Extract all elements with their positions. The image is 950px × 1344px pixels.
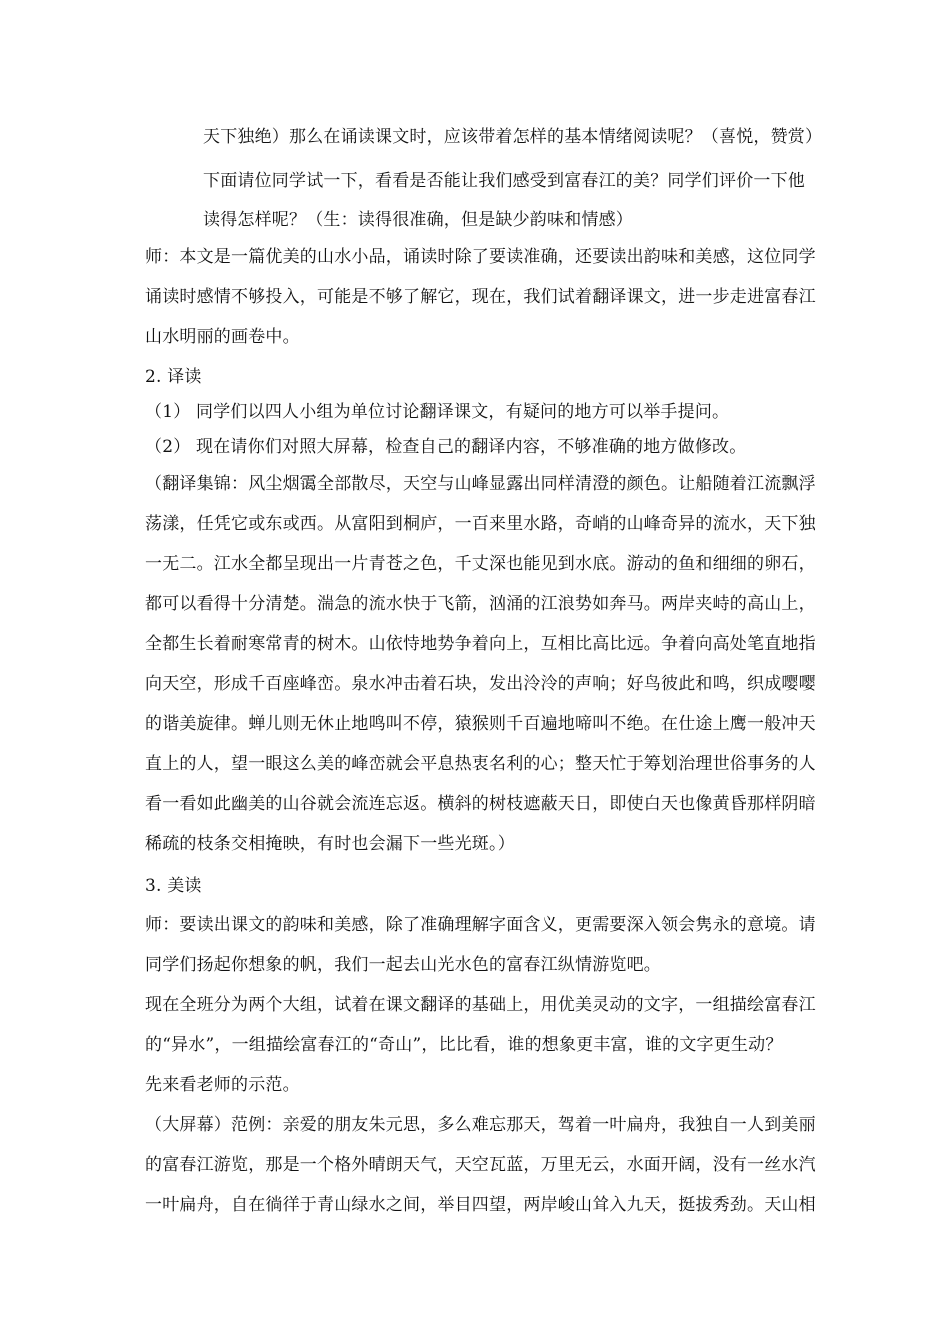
text-line: 师：要读出课文的韵味和美感，除了准确理解字面含义，更需要深入领会隽永的意境。请 bbox=[145, 915, 816, 935]
text-line: 山水明丽的画卷中。 bbox=[145, 327, 300, 347]
text-line: 的“异水”，一组描绘富春江的“奇山”，比比看，谁的想象更丰富，谁的文字更生动？ bbox=[145, 1035, 783, 1055]
text-line: 先来看老师的示范。 bbox=[145, 1075, 300, 1095]
text-line: 的富春江游览，那是一个格外晴朗天气，天空瓦蓝，万里无云，水面开阔，没有一丝水汽 bbox=[145, 1155, 816, 1175]
text-line: 诵读时感情不够投入，可能是不够了解它，现在，我们试着翻译课文，进一步走进富春江 bbox=[145, 287, 816, 307]
text-line: 现在全班分为两个大组，试着在课文翻译的基础上，用优美灵动的文字，一组描绘富春江 bbox=[145, 995, 816, 1015]
text-line: 全都生长着耐寒常青的树木。山依恃地势争着向上，互相比高比远。争着向高处笔直地指 bbox=[145, 634, 816, 654]
text-line: 同学们扬起你想象的帆，我们一起去山光水色的富春江纵情游览吧。 bbox=[145, 955, 661, 975]
section-heading: 3. 美读 bbox=[145, 876, 202, 896]
text-line: （大屏幕）范例：亲爱的朋友朱元思，多么难忘那天，驾着一叶扁舟，我独自一人到美丽 bbox=[145, 1115, 816, 1135]
text-line: 一无二。江水全都呈现出一片青苍之色，千丈深也能见到水底。游动的鱼和细细的卵石， bbox=[145, 554, 816, 574]
text-line: 看一看如此幽美的山谷就会流连忘返。横斜的树枝遮蔽天日，即使白天也像黄昏那样阴暗 bbox=[145, 794, 816, 814]
section-heading: 2. 译读 bbox=[145, 367, 202, 387]
list-item: （1） 同学们以四人小组为单位讨论翻译课文，有疑问的地方可以举手提问。 bbox=[145, 402, 730, 422]
text-line: 直上的人，望一眼这么美的峰峦就会平息热衷名利的心；整天忙于筹划治理世俗事务的人 bbox=[145, 754, 816, 774]
text-line: 天下独绝）那么在诵读课文时，应该带着怎样的基本情绪阅读呢？（喜悦，赞赏） bbox=[203, 127, 823, 147]
text-line: （翻译集锦：风尘烟霭全部散尽，天空与山峰显露出同样清澄的颜色。让船随着江流飘浮 bbox=[145, 474, 816, 494]
text-line: 一叶扁舟，自在徜徉于青山绿水之间，举目四望，两岸峻山耸入九天，挺拔秀劲。天山相 bbox=[145, 1195, 816, 1215]
text-line: 向天空，形成千百座峰峦。泉水冲击着石块，发出泠泠的声响；好鸟彼此和鸣，织成嘤嘤 bbox=[145, 674, 816, 694]
text-line: 荡漾，任凭它或东或西。从富阳到桐庐，一百来里水路，奇峭的山峰奇异的流水，天下独 bbox=[145, 514, 816, 534]
text-line: 的谐美旋律。蝉儿则无休止地鸣叫不停，猿猴则千百遍地啼叫不绝。在仕途上鹰一般冲天 bbox=[145, 714, 816, 734]
text-line: 师：本文是一篇优美的山水小品，诵读时除了要读准确，还要读出韵味和美感，这位同学 bbox=[145, 247, 816, 267]
text-line: 都可以看得十分清楚。湍急的流水快于飞箭，汹涌的江浪势如奔马。两岸夹峙的高山上， bbox=[145, 594, 816, 614]
text-line: 稀疏的枝条交相掩映，有时也会漏下一些光斑。） bbox=[145, 834, 515, 854]
list-item: （2） 现在请你们对照大屏幕，检查自己的翻译内容，不够准确的地方做修改。 bbox=[145, 437, 747, 457]
text-line: 读得怎样呢？（生：读得很准确，但是缺少韵味和情感） bbox=[203, 210, 633, 230]
text-line: 下面请位同学试一下，看看是否能让我们感受到富春江的美？同学们评价一下他 bbox=[203, 171, 805, 191]
